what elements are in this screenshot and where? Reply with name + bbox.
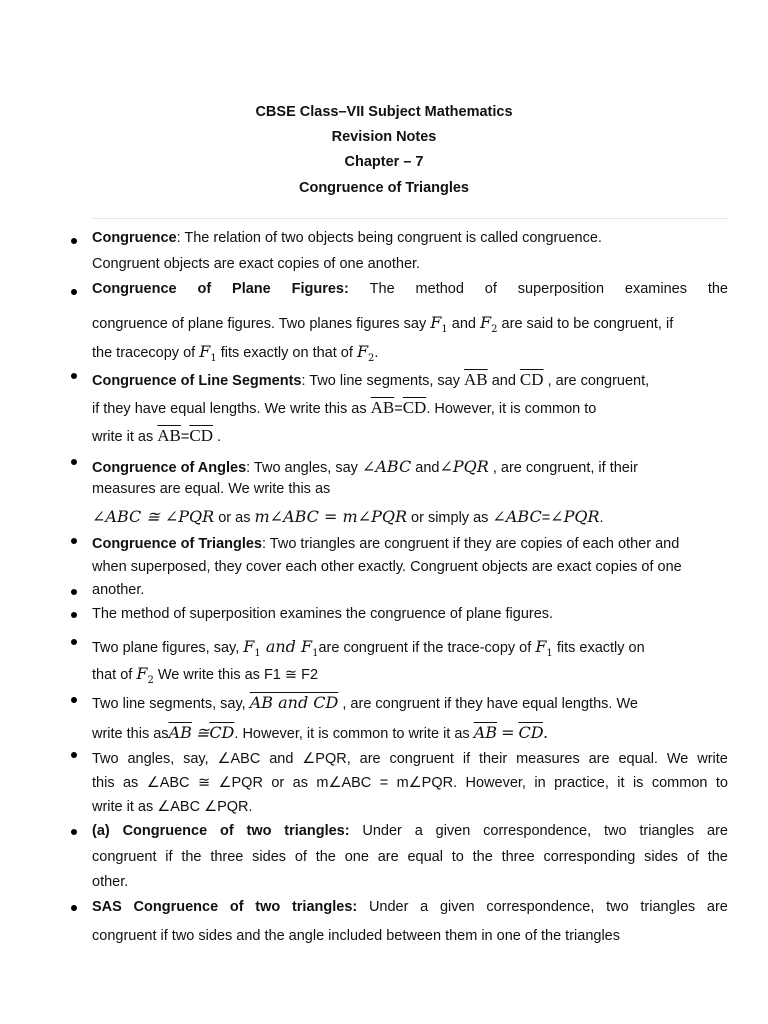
- text: : Two triangles are congruent if they are copies of each other and: [262, 536, 680, 552]
- word: triangles:: [291, 899, 358, 915]
- text: and: [415, 460, 440, 476]
- text: .: [599, 510, 604, 526]
- word: three: [210, 849, 244, 865]
- word: the: [707, 281, 728, 297]
- word: two: [255, 899, 281, 915]
- word: congruent: [92, 849, 157, 865]
- word: ∠ABC: [146, 775, 190, 791]
- math-cd: $\overline{CD}$: [518, 723, 543, 742]
- math-ab: $\overline{AB}$: [370, 398, 395, 417]
- word: examines: [624, 281, 687, 297]
- bullet-dot: [71, 373, 77, 379]
- plane-figures-line-2: [92, 314, 673, 339]
- word: Two: [92, 751, 119, 767]
- sss-line-2: [92, 848, 728, 866]
- word: are: [359, 751, 381, 767]
- word: congruent: [389, 751, 454, 767]
- word: are: [707, 823, 728, 839]
- word: the: [707, 849, 728, 865]
- triangles-line-2: when superposed, they cover each other exactly. Congruent objects are exact copies of one: [92, 559, 682, 575]
- word: correspondence,: [486, 899, 595, 915]
- text: write it as: [92, 429, 154, 445]
- word: triangles: [639, 823, 695, 839]
- word: are: [588, 751, 610, 767]
- bullet-dot: [71, 639, 77, 645]
- word: Under: [362, 823, 402, 839]
- word: the: [181, 849, 202, 865]
- congruence-line-1: [92, 229, 602, 247]
- word: a: [420, 899, 429, 915]
- word: Congruence: [133, 899, 219, 915]
- angles-term: Congruence of Angles: [92, 460, 247, 476]
- word: this: [92, 775, 115, 791]
- word: say,: [183, 751, 209, 767]
- triangles-line-1: [92, 535, 679, 553]
- word: ≅: [197, 775, 211, 791]
- triangles-term: Congruence of Triangles: [92, 536, 262, 552]
- word: write: [697, 751, 728, 767]
- plane2-line-1: [92, 638, 645, 663]
- math-f2: $F_2$: [356, 342, 375, 364]
- text: : Two line segments, say: [301, 373, 460, 389]
- text: fits exactly on that of: [220, 345, 353, 361]
- text: Two plane figures, say,: [92, 640, 240, 656]
- word: two: [606, 899, 629, 915]
- word: Congruence: [92, 281, 177, 297]
- congruence-term: Congruence: [92, 230, 177, 246]
- chapter-number: Chapter – 7: [344, 154, 424, 170]
- word: and: [269, 751, 294, 767]
- math-angle-abc: ∠ABC: [492, 507, 542, 526]
- math-ab: $\overline{AB}$: [168, 723, 192, 742]
- math-ab: $\overline{AB}$: [464, 370, 488, 389]
- math-equals-sign: =: [501, 723, 515, 742]
- text: and: [451, 316, 476, 332]
- word: to: [451, 849, 464, 865]
- sss-line-3: other.: [92, 874, 129, 890]
- word: method: [415, 281, 464, 297]
- bullet-dot: [71, 905, 77, 911]
- math-f2: $F_2$: [136, 664, 154, 686]
- triangles-line-3: another.: [92, 582, 145, 598]
- text: , are congruent if they have equal lengths. We: [342, 696, 638, 712]
- word: the: [315, 849, 336, 865]
- text: are congruent if the trace-copy of: [318, 640, 532, 656]
- text: Two line segments, say,: [92, 696, 246, 712]
- math-congruent-angles: ∠ABC ≅ ∠PQR: [92, 507, 215, 526]
- word: Figures:: [291, 281, 349, 297]
- word: given: [435, 823, 471, 839]
- text: .: [217, 429, 222, 445]
- bullet-dot: [71, 289, 77, 295]
- text: , are congruent, if their: [492, 460, 638, 476]
- math-angle-abc: ∠ABC: [361, 457, 412, 476]
- word: However,: [465, 775, 526, 791]
- angles2-line-1: [92, 750, 728, 768]
- math-angle-pqr: ∠PQR: [550, 507, 600, 526]
- plane-figures-line-1: [92, 280, 728, 298]
- word: sides: [252, 849, 287, 865]
- sas-line-1: [92, 898, 728, 916]
- word: a: [414, 823, 423, 839]
- word: ∠ABC: [217, 751, 261, 767]
- word: if: [462, 751, 471, 767]
- math-period: .: [543, 723, 549, 742]
- word: of: [484, 281, 497, 297]
- word: are: [706, 899, 728, 915]
- angles-line-2: measures are equal. We write this as: [92, 481, 331, 497]
- word: ∠PQR: [218, 775, 263, 791]
- bullet-dot: [71, 238, 77, 244]
- math-cd: $\overline{CD}$: [189, 426, 213, 445]
- word: Plane: [232, 281, 271, 297]
- plane2-line-2: [92, 665, 318, 690]
- word: practice,: [554, 775, 609, 791]
- text: , are congruent,: [547, 373, 650, 389]
- doc-title: CBSE Class–VII Subject Mathematics: [255, 104, 513, 120]
- word: or: [271, 775, 285, 791]
- math-congruent-sign: ≅: [195, 723, 210, 742]
- word: SAS: [92, 899, 122, 915]
- superposition-line: The method of superposition examines the congruence of plane figures.: [92, 606, 554, 622]
- word: as: [122, 775, 139, 791]
- word: triangles:: [284, 823, 350, 839]
- word: equal: [407, 849, 443, 865]
- text: =: [541, 510, 551, 526]
- math-f2: $F_2$: [480, 313, 498, 335]
- math-ab: $\overline{AB}$: [473, 723, 498, 742]
- text: fits exactly on: [556, 640, 645, 656]
- bullet-dot: [71, 752, 77, 758]
- word: one: [344, 849, 369, 865]
- word: m∠ABC: [316, 775, 372, 791]
- plane-figures-line-3: [92, 343, 378, 368]
- math-f1: $F_1$: [535, 637, 553, 659]
- word: superposition: [517, 281, 605, 297]
- word: of: [686, 849, 699, 865]
- segments2-line-1: [92, 694, 638, 713]
- word: their: [478, 751, 508, 767]
- word: ∠PQR,: [302, 751, 351, 767]
- bullet-dot: [71, 459, 77, 465]
- word: measures: [516, 751, 580, 767]
- math-f1: $F_1$: [199, 342, 217, 364]
- angles2-line-3: write it as ∠ABC ∠PQR.: [92, 799, 253, 815]
- word: corresponding: [543, 849, 636, 865]
- word: given: [439, 899, 475, 915]
- segments-line-1: [92, 371, 649, 390]
- word: three: [501, 849, 535, 865]
- word: it: [617, 775, 625, 791]
- word: The: [369, 281, 395, 297]
- bullet-dot: [71, 612, 77, 618]
- congruence-line-2: Congruent objects are exact copies of one another.: [92, 256, 421, 272]
- text: write this as: [92, 726, 169, 742]
- word: triangles: [640, 899, 696, 915]
- text: We write this as F1 ≅ F2: [157, 667, 319, 683]
- math-cd: $\overline{CD}$: [519, 370, 544, 389]
- text: : Two angles, say: [246, 460, 358, 476]
- math-f1-and-f1: $F_1$ and $F_1$: [243, 637, 319, 659]
- angles2-line-2: [92, 774, 728, 792]
- sss-line-1: [92, 822, 728, 840]
- angles-line-3: [92, 508, 604, 527]
- angles-line-1: [92, 458, 638, 477]
- word: in: [534, 775, 546, 791]
- word: Under: [368, 899, 409, 915]
- word: equal.: [618, 751, 658, 767]
- header-divider: [92, 218, 728, 219]
- text: or as: [218, 510, 251, 526]
- word: correspondence,: [483, 823, 592, 839]
- segments2-line-2: [92, 724, 548, 743]
- word: the: [472, 849, 493, 865]
- text: =: [394, 401, 403, 417]
- word: of: [197, 281, 212, 297]
- word: sides: [644, 849, 679, 865]
- word: to: [715, 775, 728, 791]
- math-f1: $F_1$: [430, 313, 448, 335]
- text: .: [374, 345, 379, 361]
- word: two: [246, 823, 272, 839]
- word: of: [294, 849, 307, 865]
- text: . However, it is common to: [426, 401, 597, 417]
- segments-line-3: [92, 427, 221, 446]
- text: or simply as: [411, 510, 489, 526]
- doc-subtitle: Revision Notes: [331, 129, 437, 145]
- word: as: [292, 775, 308, 791]
- word: of: [219, 823, 234, 839]
- word: (a): [92, 823, 110, 839]
- text: that of: [92, 667, 133, 683]
- word: are: [377, 849, 399, 865]
- math-cd: $\overline{CD}$: [209, 723, 235, 742]
- bullet-dot: [71, 538, 77, 544]
- math-angle-pqr: ∠PQR: [439, 457, 489, 476]
- word: angles,: [127, 751, 175, 767]
- word: Congruence: [122, 823, 208, 839]
- word: m∠PQR.: [396, 775, 458, 791]
- bullet-dot: [71, 697, 77, 703]
- word: two: [603, 823, 627, 839]
- segments-term: Congruence of Line Segments: [92, 373, 302, 389]
- text: if they have equal lengths. We write this as: [92, 401, 367, 417]
- text: =: [180, 429, 190, 445]
- word: We: [666, 751, 689, 767]
- word: =: [379, 775, 389, 791]
- math-equal-measures: m∠ABC = m∠PQR: [254, 507, 407, 526]
- chapter-title: Congruence of Triangles: [299, 180, 469, 196]
- bullet-dot: [71, 589, 77, 595]
- word: is: [632, 775, 644, 791]
- word: of: [229, 899, 244, 915]
- bullet-dot: [71, 829, 77, 835]
- math-cd: $\overline{CD}$: [402, 398, 427, 417]
- congruence-definition: : The relation of two objects being congruent is called congruence.: [176, 230, 602, 246]
- text: the tracecopy of: [92, 345, 196, 361]
- text: . However, it is common to write it as: [234, 726, 470, 742]
- segments-line-2: [92, 399, 596, 418]
- math-ab-and-cd: AB and CD: [249, 693, 339, 712]
- text: and: [491, 373, 516, 389]
- text: are said to be congruent, if: [501, 316, 674, 332]
- text: congruence of plane figures. Two planes figures say: [92, 316, 427, 332]
- word: common: [651, 775, 708, 791]
- word: if: [165, 849, 173, 865]
- sas-line-2: congruent if two sides and the angle included between them in one of the triangles: [92, 928, 620, 944]
- math-ab: $\overline{AB}$: [157, 426, 181, 445]
